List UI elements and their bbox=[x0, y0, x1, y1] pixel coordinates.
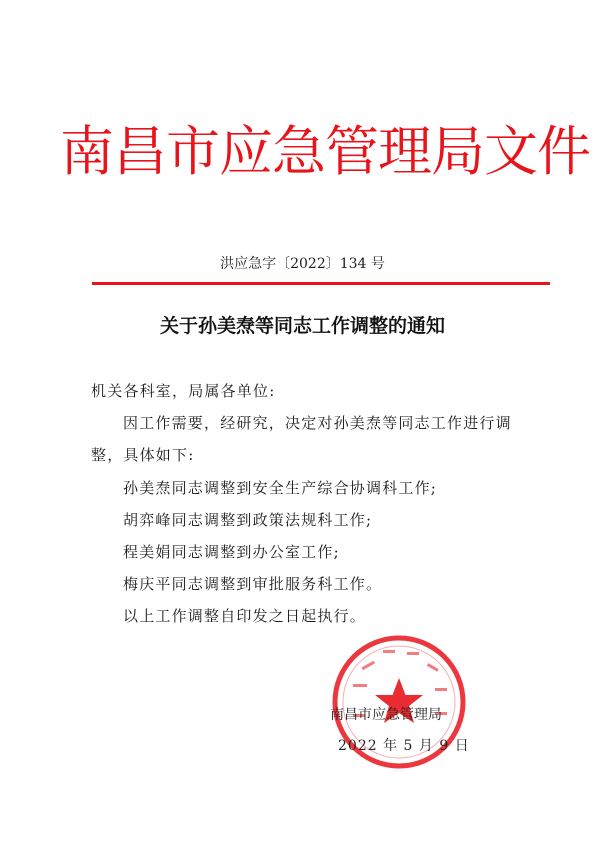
issuer-name: 南昌市应急管理局 bbox=[330, 707, 442, 723]
salutation: 机关各科室，局属各单位: bbox=[91, 382, 276, 400]
document-number: 洪应急字〔2022〕134 号 bbox=[220, 256, 385, 272]
notice-title: 关于孙美焘等同志工作调整的通知 bbox=[159, 315, 445, 337]
list-item: 孙美焘同志调整到安全生产综合协调科工作; bbox=[123, 479, 438, 497]
intro-line-1: 因工作需要，经研究，决定对孙美焘等同志工作进行调 bbox=[123, 414, 512, 432]
document-masthead: 南昌市应急管理局文件 bbox=[60, 120, 590, 183]
issue-date: 2022 年 5 月 9 日 bbox=[338, 738, 470, 754]
red-divider-line bbox=[92, 282, 550, 285]
list-item: 程美娟同志调整到办公室工作; bbox=[123, 543, 340, 561]
list-item: 胡弈峰同志调整到政策法规科工作; bbox=[123, 511, 373, 529]
closing-line: 以上工作调整自印发之日起执行。 bbox=[123, 607, 367, 625]
list-item: 梅庆平同志调整到审批服务科工作。 bbox=[123, 575, 383, 593]
intro-line-2: 整，具体如下: bbox=[91, 446, 195, 464]
